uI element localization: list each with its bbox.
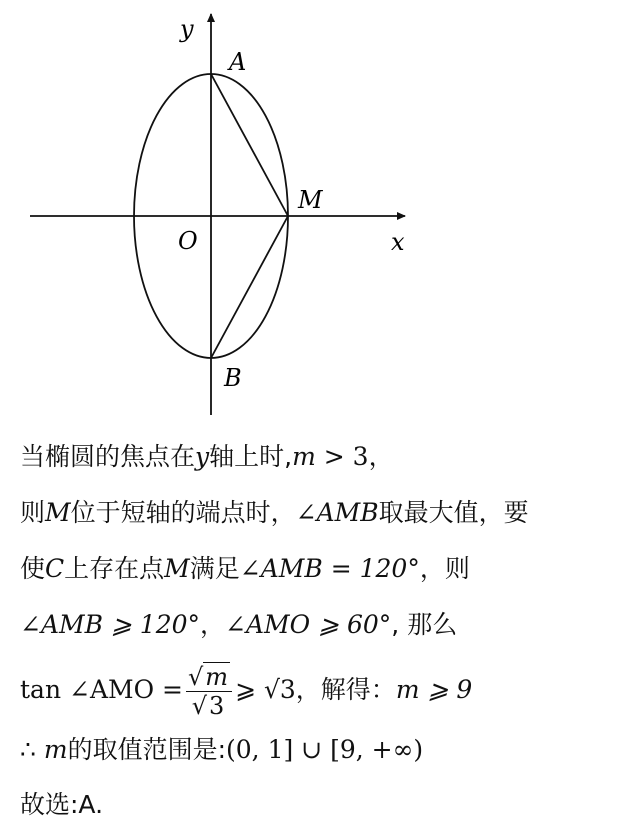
point-m: M [45,498,71,527]
therefore-symbol: ∴ [20,735,36,764]
segment-bm [211,216,288,358]
sqrt-symbol: √ [191,691,208,720]
denominator [186,692,232,720]
inequality-amo: ∠AMO ⩾ 60° [225,610,392,639]
relation: > 3 [315,442,369,471]
label-m: M [298,186,323,214]
value-3: 3 [209,691,225,720]
label-x: x [391,228,405,256]
label-y: y [180,15,194,43]
var-m: m [292,442,316,471]
text: 则 [20,498,46,527]
text: 位于短轴的端点时， [70,498,296,527]
fraction [186,663,232,720]
numerator [186,663,232,692]
solution-line-1 [20,437,394,477]
text: , 那么 [391,610,458,639]
text: ， [200,610,226,639]
segment-am [211,74,288,216]
point-m: M [164,554,190,583]
text: ， [368,442,394,471]
sqrt-symbol: √ [188,662,204,691]
angle-amb: ∠AMB [295,498,379,527]
var-m: m [205,662,229,691]
text: ，解得： [295,675,396,704]
solution-line-6 [20,730,423,770]
label-b: B [224,364,242,392]
solution-line-7 [20,785,103,825]
text: 当椭圆的焦点在 [20,442,196,471]
text: 轴上时, [209,442,293,471]
rhs: ⩾ √3 [235,675,296,704]
inequality-amb: ∠AMB ⩾ 120° [20,610,201,639]
var-m: m [43,735,68,764]
solution-line-2 [20,493,529,533]
answer: 故选:A. [20,790,104,819]
label-o: O [178,227,198,255]
text: ，则 [419,554,470,583]
solution-line-3 [20,549,470,589]
label-a: A [229,48,247,76]
equation-angle: ∠AMB = 120° [239,554,420,583]
result: m ⩾ 9 [395,675,473,704]
text: 满足 [189,554,240,583]
text: 的取值范围是: [67,735,227,764]
range: (0, 1] ∪ [9, +∞) [226,735,424,764]
solution-line-4 [20,605,457,645]
text: 取最大值，要 [378,498,529,527]
text: 上存在点 [64,554,165,583]
var-y: y [195,442,210,471]
solution-line-5 [20,660,472,720]
text: 使 [20,554,46,583]
curve-c: C [45,554,65,583]
tan-expression: tan ∠AMO = [20,675,183,704]
